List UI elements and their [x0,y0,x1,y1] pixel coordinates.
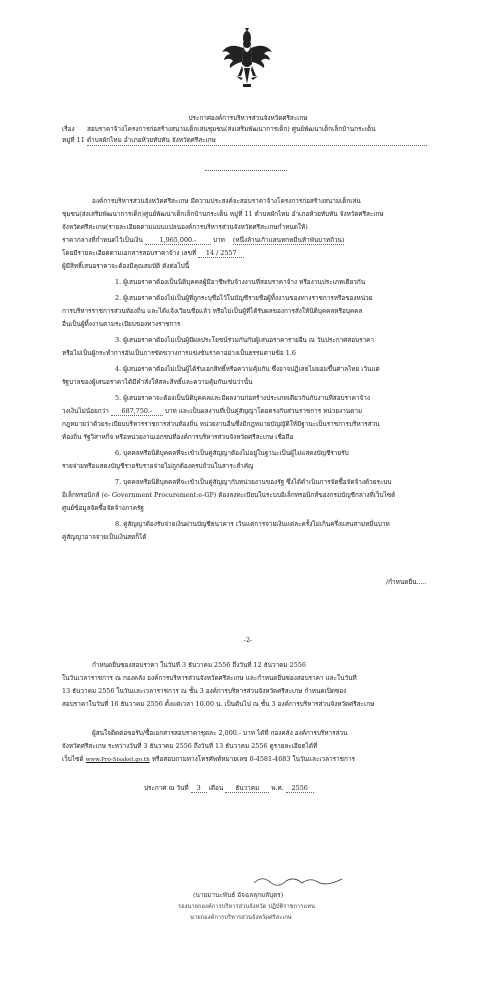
announce-month: ธันวาคม [225,784,269,793]
website-link[interactable]: www.Pro-Sisaket.go.th [85,757,150,763]
qualification-2-line-1: 2. ผู้เสนอราคาต้องไม่เป็นผู้ที่ถูกระบุชื่อไว้ในบัญชีรายชื่อผู้ทิ้งงานของทางราชการหรือของหน่วย [115,294,373,302]
qualifications-heading: ผู้มีสิทธิ์เสนอราคาจะต้องมีคุณสมบัติ ดังต่อไปนี้ [62,262,190,270]
announce-year: 2556 [286,784,314,793]
qualification-6-line-1: 6. บุคคลหรือนิติบุคคลที่จะเข้าเป็นคู่สัญญาต้องไม่อยู่ในฐานะเป็นผู้ไม่แสดงบัญชีรายรับ [115,449,349,457]
announce-date-row [144,784,314,793]
doc-label: โดยมีรายละเอียดตามเอกสารสอบราคาจ้าง เลขที่ [62,249,197,257]
announce-year-label: พ.ศ. [271,784,284,792]
qualification-8-line-2: คู่สัญญาอาจจ่ายเป็นเงินสดก็ได้ [62,533,147,541]
qualification-2-line-2: การบริหารราชการส่วนท้องถิ่น และได้แจ้งเวียนชื่อแล้ว หรือไม่เป็นผู้ที่ได้รับผลของการสั่งให้นิติบุคคลหรือบุคคล [62,307,363,315]
min-value: 687,750.- [111,407,163,416]
submission-line-3: 13 ธันวาคม 2556 ในวันและเวลาราชการ ณ ชั้น 3 องค์การบริหารส่วนจังหวัดศรีสะเกษ กำหนดเปิดซอง [62,687,347,695]
qualification-3-line-2: หรือไม่เป็นผู้กระทำการอันเป็นการขัดขวางการแข่งขันราคาอย่างเป็นธรรมตามข้อ 1.6 [62,349,296,357]
intro-line-2: ชุมชน(ส่งเสริมพัฒนาการเด็ก)ศูนย์พัฒนาเด็กเล็กบ้านกระเต็น หมู่ที่ 11 ตำบลผักไหม อำเภอห้วยทับทัน จังหวัดศรีสะเกษ [62,210,384,218]
subject-label: เรื่อง [62,125,75,133]
purchase-line-2: จังหวัดศรีสะเกษ ระหว่างวันที่ 3 ธันวาคม 2556 ถึงวันที่ 13 ธันวาคม 2556 ดูรายละเอียดได้ที่ [62,742,318,750]
signatory-position-2: นายกองค์การบริหารส่วนจังหวัดศรีสะเกษ [190,915,292,921]
doc-number: 14 / 2557 [198,249,244,258]
qualification-7-line-2: อิเล็กทรอนิกส์ (e- Government Procurement:e-GP) ต้องลงทะเบียนในระบบอิเล็กทรอนิกส์ของกรมบัญชีกลางที่เว็บไซต์ [62,491,396,499]
price-unit: บาท [212,236,225,244]
qualification-5-line-3: กฎหมายว่าด้วยระเบียบบริหารราชการส่วนท้องถิ่น หน่วยงานอื่นซึ่งมีกฎหมายบัญญัติให้มีฐานะเป็นราชการบริหารส่วน [62,420,380,428]
qualification-5-line-4: ท้องถิ่น รัฐวิสาหกิจ หรือหน่วยงานเอกชนที่องค์การบริหารส่วนจังหวัดศรีสะเกษ เชื่อถือ [62,433,294,441]
website-label: เว็บไซต์ [62,755,84,763]
qualification-7-line-3: ศูนย์ข้อมูลจัดซื้อจัดจ้างภาครัฐ [62,504,144,512]
signatory-name: (นายมานะพันธ์ อัจฉลลุกมลับุตร) [193,891,284,899]
submission-line-2: ในวันเวลาราชการ ณ กองคลัง องค์การบริหารส่วนจังหวัดศรีสะเกษ และกำหนดยื่นซองสอบราคา และในวันที่ [62,674,357,682]
announce-label: ประกาศ ณ วันที่ [144,784,189,792]
continued-marker: /กำหนดยื่น..... [386,578,427,586]
min-value-label: วงเงินไม่น้อยกว่า [62,407,109,415]
announce-month-label: เดือน [208,784,224,792]
title-separator [205,170,287,171]
qualification-4-line-1: 4. ผู้เสนอราคาต้องไม่เป็นผู้ได้รับเอกสิทธิ์หรือความคุ้มกัน ซึ่งอาจปฏิเสธไม่ยอมขึ้นศาลไทย เว้นแต่ [115,365,380,373]
price-row [62,236,344,245]
qualification-4-line-2: รัฐบาลของผู้เสนอราคาได้มีคำสั่งให้สละสิทธิ์และความคุ้มกันเช่นว่านั้น [62,378,253,386]
intro-line-3: จังหวัดศรีสะเกษ(รายละเอียดตามแบบแปลนองค์การบริหารส่วนจังหวัดศรีสะเกษกำหนดให้) [62,223,308,231]
qualification-1: 1. ผู้เสนอราคาต้องเป็นนิติบุคคลผู้มีอาชีพรับจ้างงานที่สอบราคาจ้าง หรืองานประเภทเดียวกัน [115,278,366,286]
handwritten-signature [252,873,352,887]
price-words: (หนึ่งล้านเก้าแสนหกหมื่นห้าพันบาทถ้วน) [232,236,345,244]
signatory-position-1: รองนายกองค์การบริหารส่วนจังหวัด ปฏิบัติราชการแทน [178,904,315,910]
subject-line-1: สอบราคาจ้างโครงการก่อสร้างสนามเด็กเล่นชุมชน(ส่งเสริมพัฒนาการเด็ก) ศูนย์พัฒนาเด็กเล็กบ้านกระเต็น [87,125,376,133]
subject-rule [87,145,427,146]
phone-text: หรือสอบถามทางโทรศัพท์หมายเลข 0-4581-4683 ในวันและเวลาราชการ [151,755,355,763]
qualification-5-line-2 [62,407,362,416]
purchase-line-1: ผู้สนใจติดต่อขอรับ/ซื้อเอกสารสอบราคาชุดละ 2,000.- บาท ได้ที่ กองคลัง องค์การบริหารส่วน [92,729,348,737]
qualification-2-line-3: อื่นเป็นผู้ทิ้งงานตามระเบียบของทางราชการ [62,320,181,328]
qualification-5-line-1: 5. ผู้เสนอราคาจะต้องเป็นนิติบุคคลและมีผลงานก่อสร้างประเภทเดียวกันกับงานที่สอบราคาจ้าง [115,394,370,402]
qualification-8-line-1: 8. คู่สัญญาต้องรับจ่ายเงินผ่านบัญชีธนาคาร เว้นแต่การจ่ายเงินแต่ละครั้งไม่เกินครึ่งแสนสามหมื่นบาท [115,520,390,528]
garuda-emblem-icon [221,28,273,90]
intro-line-1: องค์การบริหารส่วนจังหวัดศรีสะเกษ มีความประสงค์จะสอบราคาจ้างโครงการก่อสร้างสนามเด็กเล่น [92,197,361,205]
submission-line-4: สอบราคาในวันที่ 16 ธันวาคม 2556 ตั้งแต่เวลา 10.00 น. เป็นต้นไป ณ ชั้น 3 องค์การบริหารส่วนจังหวัดศรีสะเกษ [62,700,375,708]
qualification-7-line-1: 7. บุคคลหรือนิติบุคคลที่จะเข้าเป็นคู่สัญญากับหน่วยงานของรัฐ ซึ่งได้ดำเนินการจัดซื้อจัดจ้างด้วยระบบ [115,478,392,486]
submission-line-1: กำหนดยื่นซองสอบราคา ในวันที่ 3 ธันวาคม 2556 ถึงวันที่ 12 ธันวาคม 2556 [92,661,306,669]
price-value: 1,965,000.- [145,236,211,245]
document-title: ประกาศองค์การบริหารส่วนจังหวัดศรีสะเกษ [188,114,308,122]
subject-line-2: หมู่ที่ 11 ตำบลผักไหม อำเภอห้วยทับทัน จังหวัดศรีสะเกษ [62,136,216,144]
qualification-3-line-1: 3. ผู้เสนอราคาต้องไม่เป็นผู้มีผลประโยชน์ร่วมกันกับผู้เสนอราคารายอื่น ณ วันประกาศสอบราคา [115,336,374,344]
announce-day: 3 [191,784,207,793]
qualification-6-line-2: รายจ่ายหรือแสดงบัญชีรายรับรายจ่ายไม่ถูกต้องครบถ้วนในสาระสำคัญ [62,462,254,470]
min-value-text: บาท และเป็นผลงานที่เป็นคู่สัญญาโดยตรงกับส่วนราชการ หน่วยงานตาม [164,407,363,415]
purchase-line-3 [62,755,355,764]
doc-row [62,249,244,258]
page-number: -2- [243,636,253,644]
price-label: ราคากลางที่กำหนดไว้เป็นเงิน [62,236,143,244]
